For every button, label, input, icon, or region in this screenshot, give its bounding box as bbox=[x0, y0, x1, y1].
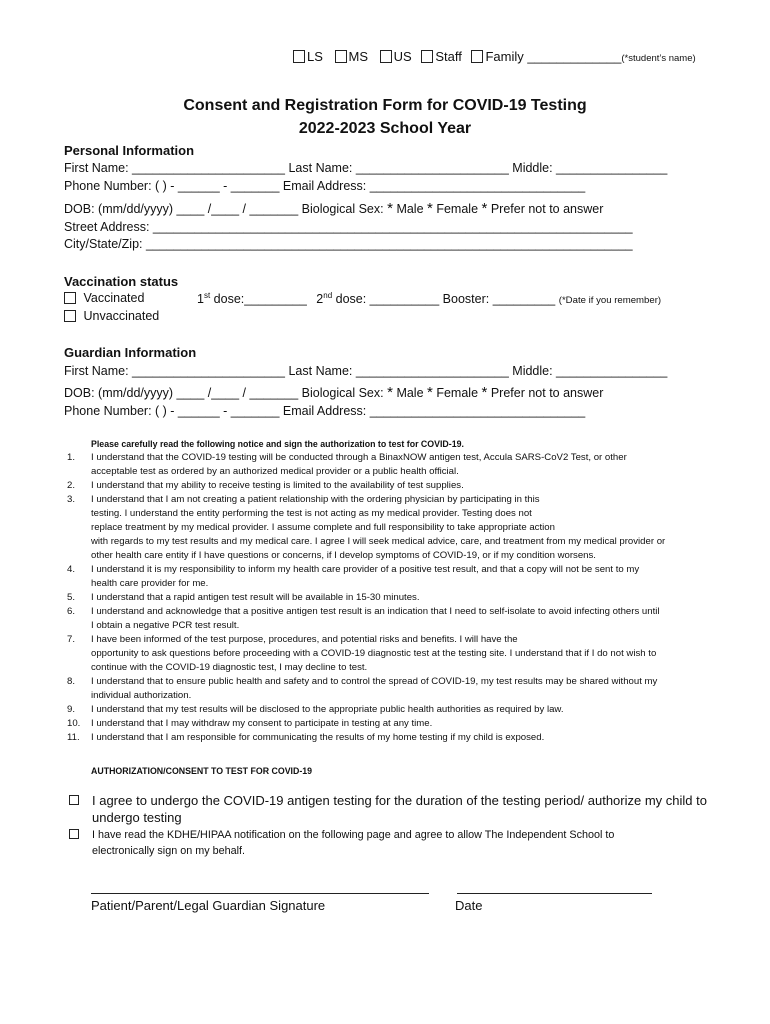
checkbox-staff[interactable]: Staff bbox=[421, 49, 462, 64]
notice-item bbox=[67, 731, 727, 745]
date-line[interactable] bbox=[457, 893, 652, 894]
guardian-phone-email-row[interactable]: Phone Number: ( ) - ______ - _______ Email Address: _______________________________ bbox=[64, 404, 586, 418]
notice-item bbox=[67, 591, 727, 605]
signature-label: Patient/Parent/Legal Guardian Signature bbox=[91, 898, 326, 913]
asterisk-icon: * bbox=[427, 200, 433, 217]
sex-male-option[interactable]: * Male bbox=[387, 200, 424, 217]
notice-item-line: other health care entity if I have questions or concerns, if I develop symptoms of COVID-19, or if my condition worsens. bbox=[91, 550, 596, 561]
personal-dob[interactable]: DOB: (mm/dd/yyyy) ____ /____ / _______ Biological Sex: bbox=[64, 202, 384, 216]
notice-item-text bbox=[91, 731, 544, 745]
family-name-blank[interactable]: _____________ bbox=[527, 49, 622, 64]
notice-item-number: 8. bbox=[67, 676, 76, 687]
agree-testing-option[interactable] bbox=[69, 792, 707, 826]
signature-line[interactable] bbox=[91, 893, 429, 894]
vaccinated-option[interactable]: Vaccinated bbox=[64, 291, 144, 305]
notice-item-text bbox=[91, 605, 660, 633]
agree-esign-text: I have read the KDHE/HIPAA notification on the following page and agree to allow The Independent School to electronically sign on my behalf. bbox=[92, 829, 615, 857]
unvaccinated-option[interactable]: Unvaccinated bbox=[64, 309, 159, 323]
notice-item-number: 7. bbox=[67, 634, 76, 645]
notice-item bbox=[67, 493, 727, 563]
group-checkbox-row bbox=[293, 49, 696, 64]
notice-item-line: I understand that the COVID-19 testing will be conducted through a BinaxNOW antigen test, Accula SARS-CoV2 Test, or other bbox=[91, 452, 627, 463]
checkbox-ls[interactable]: LS bbox=[293, 49, 323, 64]
guardian-name-row[interactable]: First Name: ______________________ Last Name: ______________________ Middle: ________________ bbox=[64, 364, 668, 378]
guardian-sex-female-option[interactable]: * Female bbox=[427, 384, 479, 401]
guardian-info-heading: Guardian Information bbox=[64, 345, 197, 360]
notice-item bbox=[67, 675, 727, 703]
notice-item-line: replace treatment by my medical provider. I assume complete and full responsibility to take appropriate action bbox=[91, 522, 555, 533]
notice-item-line: I obtain a negative PCR test result. bbox=[91, 620, 240, 631]
personal-name-row[interactable]: First Name: ______________________ Last Name: ______________________ Middle: ________________ bbox=[64, 161, 668, 175]
notice-item-line: I understand that I am not creating a patient relationship with the ordering physician by participating in this bbox=[91, 494, 540, 505]
notice-item bbox=[67, 605, 727, 633]
checkbox-family[interactable]: Family bbox=[471, 49, 523, 64]
date-note: (*Date if you remember) bbox=[558, 295, 662, 307]
guardian-dob[interactable]: DOB: (mm/dd/yyyy) ____ /____ / _______ Biological Sex: bbox=[64, 386, 384, 400]
notice-item-line: with regards to my test results and my medical care. I agree I will seek medical advice, care, and treatment from my medical provider or bbox=[91, 536, 666, 547]
checkbox-ms[interactable]: MS bbox=[335, 49, 369, 64]
notice-item-line: acceptable test as ordered by an authorized medical provider or a public health official. bbox=[91, 466, 459, 477]
personal-phone-email-row[interactable]: Phone Number: ( ) - ______ - _______ Email Address: _______________________________ bbox=[64, 179, 586, 193]
notice-item-number: 10. bbox=[67, 718, 81, 729]
notice-item-text bbox=[91, 493, 665, 563]
notice-item bbox=[67, 479, 727, 493]
notice-item-number: 1. bbox=[67, 452, 76, 463]
guardian-dob-sex-row bbox=[64, 384, 603, 401]
agree-testing-text: I agree to undergo the COVID-19 antigen testing for the duration of the testing period/ authorize my child to undergo testing bbox=[92, 793, 707, 825]
notice-item-line: testing. I understand the entity performing the test is not acting as my medical provider. Testing does not bbox=[91, 508, 532, 519]
student-name-note: (*student’s name) bbox=[621, 53, 696, 64]
notice-item bbox=[67, 563, 727, 591]
notice-item-text bbox=[91, 451, 627, 479]
notice-item-line: continue with the COVID-19 diagnostic test, I may decline to test. bbox=[91, 662, 368, 673]
checkbox-vaccinated[interactable] bbox=[64, 292, 76, 304]
vaccination-heading: Vaccination status bbox=[64, 274, 179, 289]
guardian-sex-other-option[interactable]: * Prefer not to answer bbox=[481, 384, 604, 401]
sex-female-option[interactable]: * Female bbox=[427, 200, 479, 217]
notice-item-text bbox=[91, 563, 639, 591]
notice-item-line: I have been informed of the test purpose, procedures, and potential risks and benefits. I will have the bbox=[91, 634, 518, 645]
authorization-heading: AUTHORIZATION/CONSENT TO TEST FOR COVID-19 bbox=[91, 766, 313, 776]
notice-item-number: 3. bbox=[67, 494, 76, 505]
form-title: Consent and Registration Form for COVID-19 Testing bbox=[183, 97, 587, 114]
notice-item-line: I understand that a rapid antigen test result will be available in 15-30 minutes. bbox=[91, 592, 420, 603]
agree-esign-option[interactable] bbox=[69, 827, 614, 859]
notice-item-line: health care provider for me. bbox=[91, 578, 209, 589]
asterisk-icon: * bbox=[481, 384, 488, 401]
notice-item-text bbox=[91, 703, 564, 717]
personal-info-heading: Personal Information bbox=[64, 143, 195, 158]
school-year: 2022-2023 School Year bbox=[298, 120, 472, 137]
notice-item-line: individual authorization. bbox=[91, 690, 192, 701]
notice-item-text bbox=[91, 675, 657, 703]
asterisk-icon: * bbox=[481, 200, 488, 217]
asterisk-icon: * bbox=[387, 384, 393, 401]
notice-item bbox=[67, 717, 727, 731]
notice-item-text bbox=[91, 717, 432, 731]
notice-item-line: I understand and acknowledge that a positive antigen test result is an indication that I need to self-isolate to avoid infecting others until bbox=[91, 606, 660, 617]
notice-item-text bbox=[91, 633, 656, 675]
asterisk-icon: * bbox=[427, 384, 433, 401]
dose-row[interactable]: 1st dose:_________ 2nd dose: __________ Booster: _________ (*Date if you remember) bbox=[197, 291, 662, 307]
checkbox-unvaccinated[interactable] bbox=[64, 310, 76, 322]
personal-city-row[interactable]: City/State/Zip: ______________________________________________________________________ bbox=[64, 237, 633, 251]
notice-item-line: I understand that I may withdraw my consent to participate in testing at any time. bbox=[91, 718, 433, 729]
asterisk-icon: * bbox=[387, 200, 393, 217]
guardian-sex-male-option[interactable]: * Male bbox=[387, 384, 424, 401]
notice-item-line: I understand it is my responsibility to inform my health care provider of a positive test result, and that a copy will not be sent to my bbox=[91, 564, 640, 575]
notice-item-number: 5. bbox=[67, 592, 76, 603]
notice-item-number: 9. bbox=[67, 704, 76, 715]
notice-item-text bbox=[91, 591, 420, 605]
notice-item-line: I understand that my test results will be disclosed to the appropriate public health authorities as required by law. bbox=[91, 704, 564, 715]
notice-item-line: I understand that I am responsible for communicating the results of my home testing if my child is exposed. bbox=[91, 732, 545, 743]
notice-item-text bbox=[91, 479, 464, 493]
personal-dob-sex-row bbox=[64, 200, 603, 217]
notice-item-number: 11. bbox=[67, 732, 80, 743]
checkbox-agree-testing[interactable] bbox=[69, 795, 79, 805]
checkbox-agree-esign[interactable] bbox=[69, 829, 79, 839]
notice-item bbox=[67, 451, 727, 479]
notice-item-line: I understand that my ability to receive testing is limited to the availability of test supplies. bbox=[91, 480, 464, 491]
date-label: Date bbox=[455, 898, 483, 913]
notice-item-number: 4. bbox=[67, 564, 76, 575]
checkbox-us[interactable]: US bbox=[380, 49, 412, 64]
sex-other-option[interactable]: * Prefer not to answer bbox=[481, 200, 604, 217]
notice-intro: Please carefully read the following notice and sign the authorization to test for COVID-19. bbox=[91, 439, 464, 449]
notice-item-line: opportunity to ask questions before proceeding with a COVID-19 diagnostic test at the testing site. I understand that if I do not wish to bbox=[91, 648, 657, 659]
notice-item-line: I understand that to ensure public health and safety and to control the spread of COVID-19, my test results may be shared without my bbox=[91, 676, 658, 687]
notice-list bbox=[67, 451, 727, 745]
personal-street-row[interactable]: Street Address: _____________________________________________________________________ bbox=[64, 220, 633, 234]
notice-item bbox=[67, 703, 727, 717]
notice-item-number: 2. bbox=[67, 480, 76, 491]
notice-item-number: 6. bbox=[67, 606, 76, 617]
notice-item bbox=[67, 633, 727, 675]
